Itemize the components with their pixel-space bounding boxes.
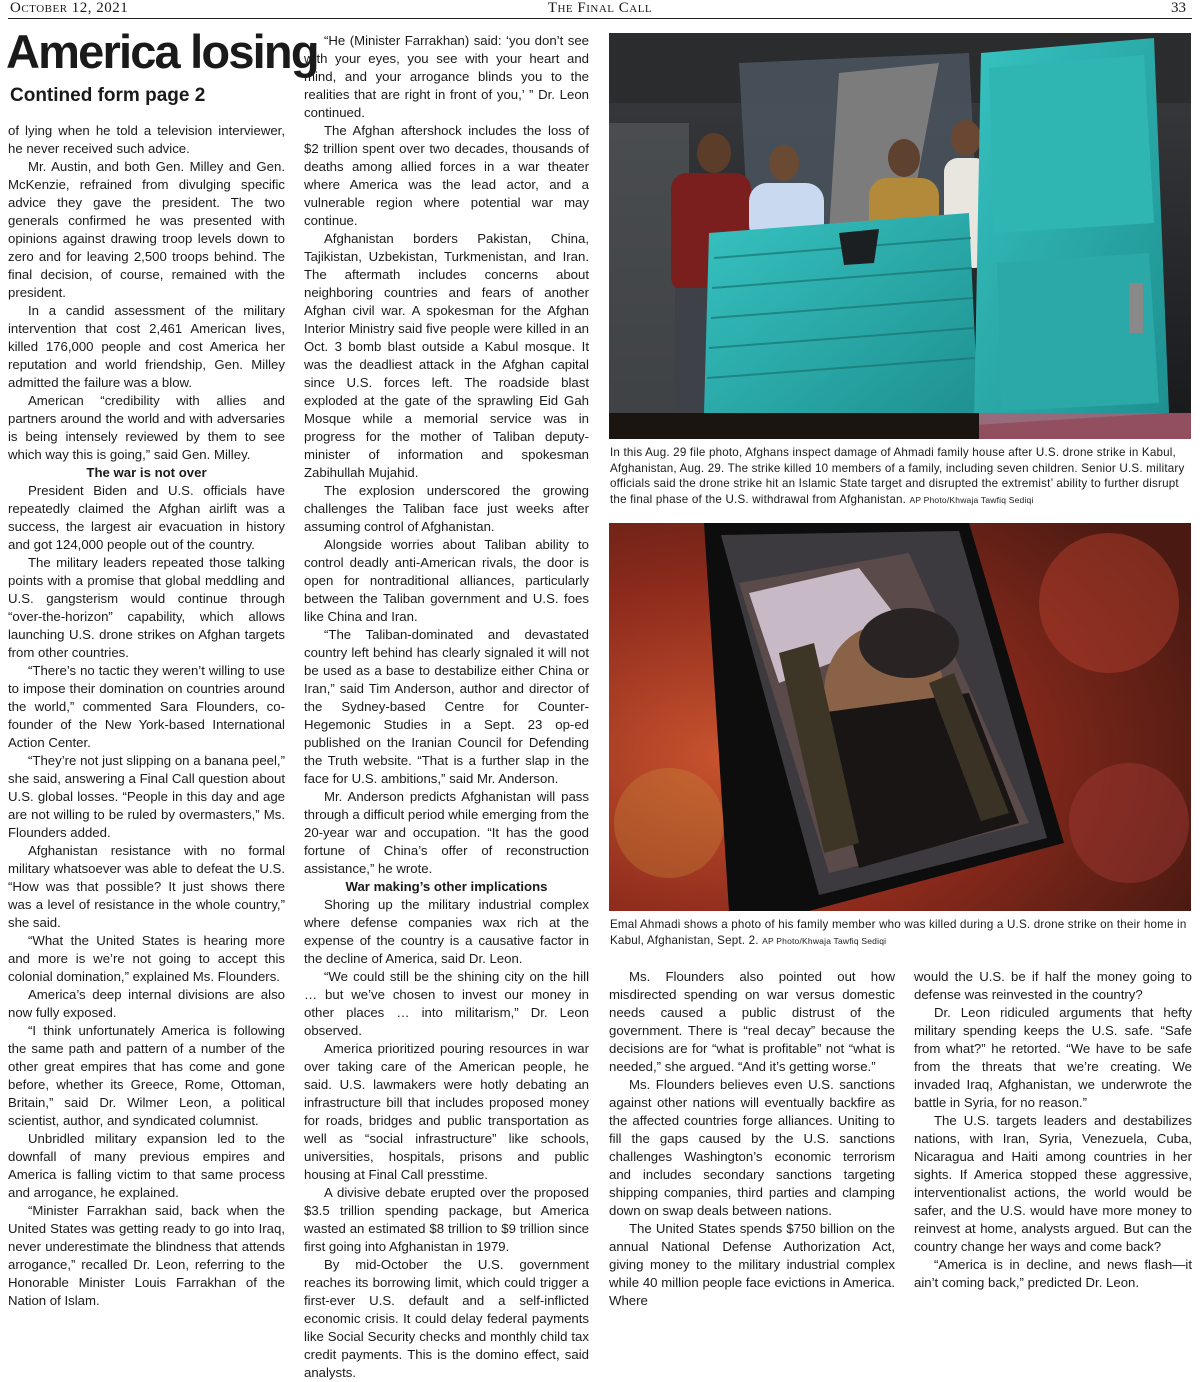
paragraph: Mr. Anderson predicts Afghanistan will pass through a difficult period while emerging from the 20-year war and occupation. “It has the good fortune of China’s offer of reconstruction assistance,” he wrote. [304, 789, 589, 876]
article-column-1 [8, 122, 285, 1310]
photo-damaged-house-image [609, 33, 1191, 439]
paragraph: Shoring up the military industrial complex where defense companies wax rich at the expense of the country is a causative factor in the decline of America, said Dr. Leon. [304, 897, 589, 966]
paragraph: “The Taliban-dominated and devastated country left behind has clearly signaled it will not be used as a base to destabilize either China or Iran,” said Tim Anderson, author and director of the Sydney-based Centre for Counter-Hegemonic Studies in a Sept. 23 op-ed published on the Iranian Council for Defending the Truth website. “That is a further slap in the face for U.S. ambitions,” said Mr. Anderson. [304, 627, 589, 786]
paragraph: “What the United States is hearing more and more is we’re not going to accept this colonial domination,” explained Ms. Flounders. [8, 933, 285, 984]
paragraph: American “credibility with allies and partners around the world and with adversaries is being intensely reviewed by them to see which way this is going,” said Gen. Milley. [8, 393, 285, 462]
paragraph: Ms. Flounders believes even U.S. sanctions against other nations will eventually backfire as the affected countries forge alliances. Uniting to fill the gaps caused by the U.S. sanctions challenges Washington’s economic terrorism and includes secondary sanctions targeting shipping companies, third parties and clamping down on swap deals between nations. [609, 1077, 895, 1218]
headline: America losing [6, 25, 318, 78]
subheading: War making’s other implications [345, 879, 548, 894]
paragraph: “They’re not just slipping on a banana peel,” she said, answering a Final Call question about U.S. global losses. “People in this day and age are not willing to be ruled by overmasters,” Ms. Flounders added. [8, 753, 285, 840]
paragraph: Afghanistan borders Pakistan, China, Tajikistan, Uzbekistan, Turkmenistan, and Iran. The aftermath includes concerns about neighboring countries and fears of another Afghan civil war. A spokesman for the Afghan Interior Ministry said five people were killed in an Oct. 3 bomb blast outside a Kabul mosque. It was the deadliest attack in the Afghan capital since U.S. forces left. The roadside blast exploded at the gate of the sprawling Eid Gah Mosque while a memorial service was in progress for the mother of Taliban deputy-minister of information and spokesman Zabihullah Mujahid. [304, 231, 589, 480]
photo-credit: AP Photo/Khwaja Tawfiq Sediqi [762, 935, 887, 946]
issue-date: October 12, 2021 [10, 0, 129, 16]
article-column-2 [304, 32, 589, 1382]
paragraph: of lying when he told a television interviewer, he never received such advice. [8, 123, 285, 156]
photo-damaged-house [609, 33, 1191, 439]
paragraph: “He (Minister Farrakhan) said: ‘you don’t see with your eyes, you see with your heart and mind, and your arrogance blinds you to the realities that are right in front of you,’ ” Dr. Leon continued. [304, 33, 589, 120]
paragraph: “There’s no tactic they weren’t willing to use to impose their domination on countries around the world,” commented Sara Flounders, co-founder of the New York-based International Action Center. [8, 663, 285, 750]
paragraph: “America is in decline, and news flash—it ain’t coming back,” predicted Dr. Leon. [914, 1257, 1192, 1290]
caption-text: Emal Ahmadi shows a photo of his family member who was killed during a U.S. drone strike on their home in Kabul, Afghanistan, Sept. 2. [610, 918, 1187, 947]
paragraph: The military leaders repeated those talking points with a promise that global meddling and U.S. gangsterism would continue through “over-the-horizon” capability, which allows launching U.S. drone strikes on Afghan targets from other countries. [8, 555, 285, 660]
article-column-4 [914, 968, 1192, 1292]
paragraph: Unbridled military expansion led to the downfall of many previous empires and America is falling victim to that same process and arrogance, he explained. [8, 1131, 285, 1200]
paragraph: Alongside worries about Taliban ability to control deadly anti-American rivals, the door is open for nontraditional alliances, particularly between the Taliban government and U.S. foes like China and Iran. [304, 537, 589, 624]
paragraph: The United States spends $750 billion on the annual National Defense Authorization Act, giving money to the military industrial complex while 40 million people face evictions in America. Where [609, 1221, 895, 1308]
paragraph: By mid-October the U.S. government reaches its borrowing limit, which could trigger a first-ever U.S. default and a self-inflicted economic crisis. It could delay federal payments like Social Security checks and monthly child tax credit payments. This is the domino effect, said analysts. [304, 1257, 589, 1380]
page-number: 33 [1171, 0, 1186, 16]
paragraph: Dr. Leon ridiculed arguments that hefty military spending keeps the U.S. safe. “Safe from what?” he retorted. “We have to be safe from the threats that we’re creating. We invaded Iraq, Afghanistan, we underwrote the battle in Syria, for no reason.” [914, 1005, 1192, 1110]
paragraph: “Minister Farrakhan said, back when the United States was getting ready to go into Iraq, never underestimate the blindness that attends arrogance,” recalled Dr. Leon, referring to the Honorable Minister Louis Farrakhan of the Nation of Islam. [8, 1203, 285, 1308]
paragraph: “We could still be the shining city on the hill … but we’ve chosen to invest our money in other places … into militarism,” Dr. Leon observed. [304, 969, 589, 1038]
photo-caption [610, 445, 1191, 508]
photo-phone-image [609, 523, 1191, 911]
paragraph: Mr. Austin, and both Gen. Milley and Gen. McKenzie, refrained from divulging specific advice they gave the president. The two generals confirmed he was presented with opinions against drawing troop levels down to zero and for leaving 2,500 troops behind. The final decision, of course, remained with the president. [8, 159, 285, 300]
caption-text: In this Aug. 29 file photo, Afghans inspect damage of Ahmadi family house after U.S. drone strike in Kabul, Afghanistan, Aug. 29. The strike killed 10 members of a family, including seven children. Senior U.S. military officials said the drone strike hit an Islamic State target and disrupted the extremist’ ability to further disrupt the final phase of the U.S. withdrawal from Afghanistan. [610, 446, 1185, 506]
paragraph: The Afghan aftershock includes the loss of $2 trillion spent over two decades, thousands of deaths among allied forces in a war theater where America was the lead actor, and a vulnerable region where potential war may continue. [304, 123, 589, 228]
paragraph: America prioritized pouring resources in war over taking care of the American people, he said. U.S. lawmakers were hotly debating an infrastructure bill that includes proposed money for roads, bridges and public transportation as well as “social infrastructure” like schools, universities, hospitals, prisons and public housing at Final Call presstime. [304, 1041, 589, 1182]
continued-kicker: Contined form page 2 [10, 85, 206, 106]
article-column-3 [609, 968, 895, 1310]
paragraph: “I think unfortunately America is following the same path and pattern of a number of the other great empires that has come and gone before, whether its Greece, Rome, Ottoman, Britain,” said Dr. Wilmer Leon, a political scientist, author, and syndicated columnist. [8, 1023, 285, 1128]
publication-name: The Final Call [547, 0, 653, 16]
paragraph: In a candid assessment of the military intervention that cost 2,461 American lives, killed 176,000 people and cost America her reputation and world friendship, Gen. Milley admitted the failure was a blow. [8, 303, 285, 390]
paragraph: The explosion underscored the growing challenges the Taliban face just weeks after assuming control of Afghanistan. [304, 483, 589, 534]
paragraph: A divisive debate erupted over the proposed $3.5 trillion spending package, but America wasted an estimated $8 trillion to $9 trillion since first going into Afghanistan in 1979. [304, 1185, 589, 1254]
paragraph: The U.S. targets leaders and destabilizes nations, with Iran, Syria, Venezuela, Cuba, Nicaragua and Haiti among countries in her sights. If America stopped these aggressive, interventionalist actions, the world would be safer, and the U.S. would have more money to reinvest at home, analysts argued. But can the country change her ways and come back? [914, 1113, 1192, 1254]
subheading: The war is not over [86, 465, 207, 480]
photo-phone-image-image [609, 523, 1191, 911]
paragraph: America’s deep internal divisions are also now fully exposed. [8, 987, 285, 1020]
paragraph: President Biden and U.S. officials have repeatedly claimed the Afghan airlift was a success, the largest air evacuation in history and got 124,000 people out of the country. [8, 483, 285, 552]
photo-credit: AP Photo/Khwaja Tawfiq Sediqi [909, 494, 1034, 505]
paragraph: Afghanistan resistance with no formal military whatsoever was able to defeat the U.S. “How was that possible? It just shows there was a level of resistance in the whole country,” she said. [8, 843, 285, 930]
page-header [8, 0, 1192, 19]
paragraph: Ms. Flounders also pointed out how misdirected spending on war versus domestic needs caused a public distrust of the government. There is “real decay” because the decisions are for “what is profitable” not “what is needed,” she argued. “And it’s getting worse.” [609, 969, 895, 1074]
paragraph: would the U.S. be if half the money going to defense was reinvested in the country? [914, 969, 1192, 1002]
photo-caption [610, 917, 1191, 949]
